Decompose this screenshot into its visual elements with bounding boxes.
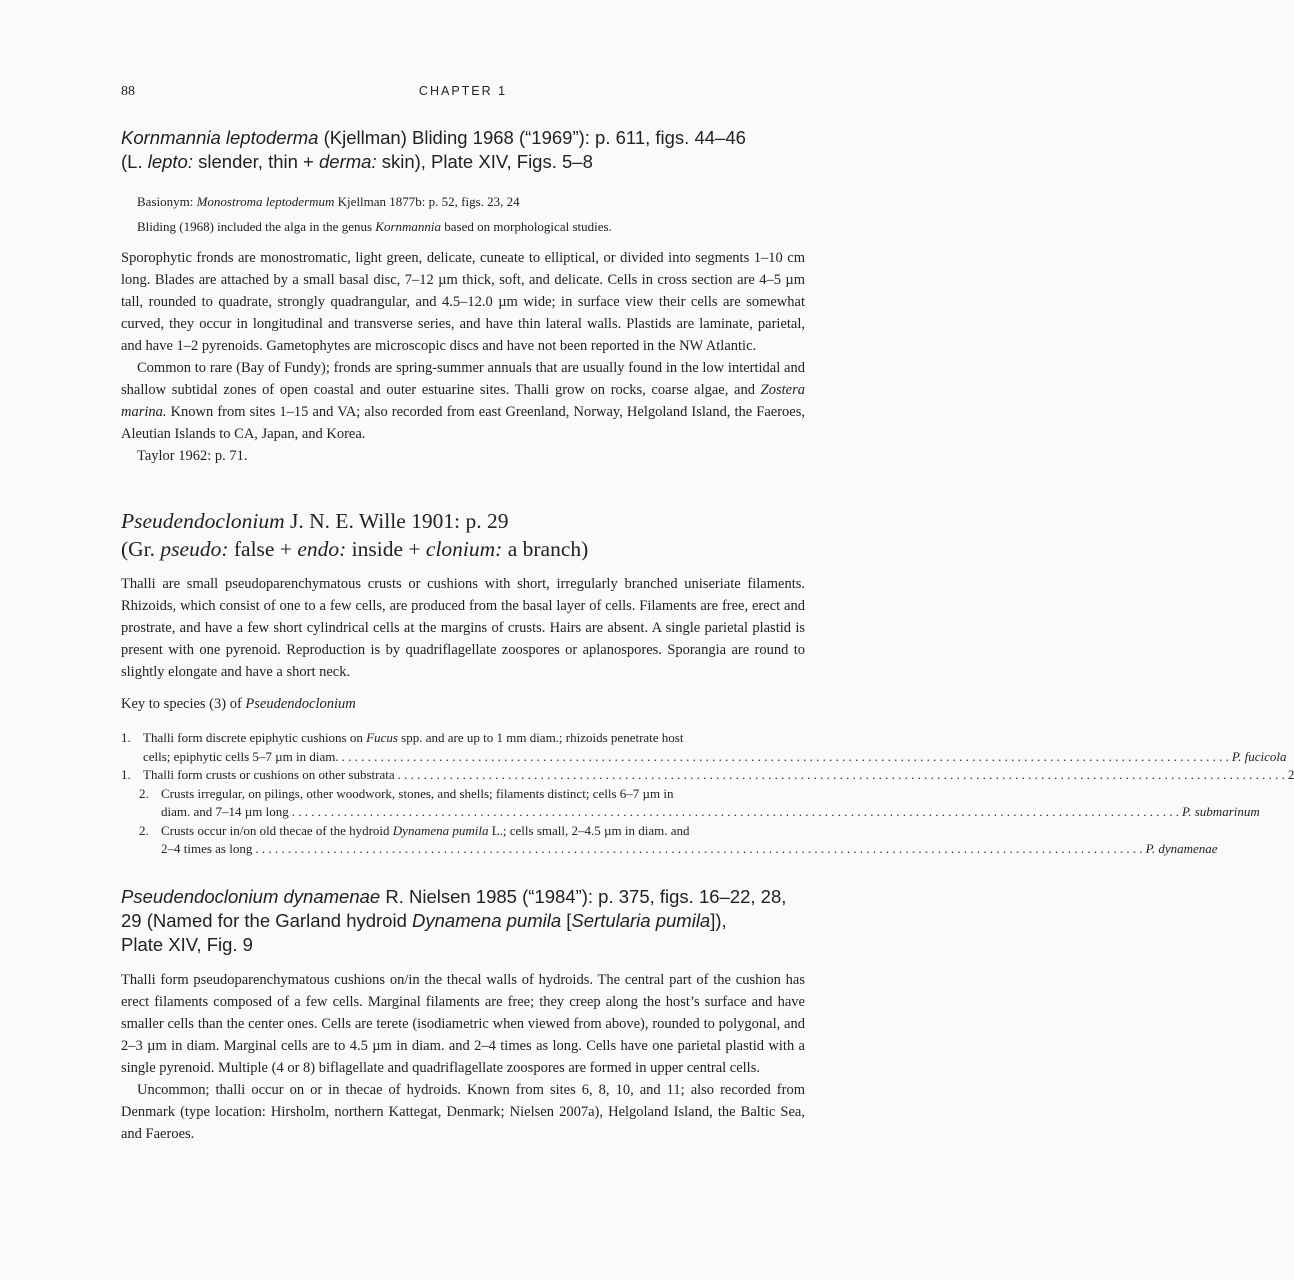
book-page [121, 84, 1294, 1145]
key-result: P. fucicola [1231, 748, 1287, 764]
title-text: (Gr. [121, 537, 161, 561]
key-result: P. dynamenae [1145, 841, 1218, 856]
page-number: 88 [121, 84, 135, 99]
species-title-kornmannia [121, 126, 805, 174]
leader-dots [398, 766, 1285, 785]
description-paragraph: Thalli form pseudoparenchymatous cushions on/in the thecal walls of hydroids. The central part of the cushion has erect filaments composed of a few cells. Marginal filaments are free; they creep along the host’s surface and have smaller cells than the center ones. Cells are terete (isodiametric when viewed from above), rounded to polygonal, and 2–3 µm in diam. Marginal cells are to 4.5 µm in diam. and 2–4 times as long. Cells have one parietal plastid with a single pyrenoid. Multiple (4 or 8) biflagellate and quadriflagellate zoospores are formed in upper central cells. [121, 971, 805, 1076]
key-item: 2. Crusts occur in/on old thecae of the hydroid Dynamena pumila L.; cells small, 2–4.5 µm in diam. and 2–4 times as long . . . P. dynamenae [121, 822, 805, 859]
distribution-paragraph: Common to rare (Bay of Fundy); fronds are spring-summer annuals that are usually found in the low intertidal and shallow subtidal zones of open coastal and outer estuarine sites. Thalli grow on rocks, coarse algae, and Zostera marina. Known from sites 1–15 and VA; also recorded from east Greenland, Norway, Helgoland Island, the Faeroes, Aleutian Islands to CA, Japan, and Korea. [121, 360, 805, 442]
key-result: P. submarinum [1181, 804, 1260, 819]
key-number: 1. [121, 730, 131, 745]
title-text: Plate XIV, Fig. 9 [121, 933, 253, 955]
leader-dots [292, 803, 1179, 822]
species-key [121, 729, 1294, 859]
reference-paragraph: Taylor 1962: p. 71. [137, 448, 248, 464]
title-text: R. Nielsen 1985 (“1984”): p. 375, figs. 16–22, 28, [380, 885, 787, 907]
title-text: slender, thin + [193, 151, 319, 172]
key-result: 2 [1287, 767, 1294, 782]
key-item: 1. Thalli form crusts or cushions on other substrata . . . 2 [121, 766, 805, 785]
title-host-name: Sertularia pumila [571, 909, 711, 931]
title-species-name: Kornmannia leptoderma [121, 127, 319, 148]
key-item: 1. Thalli form discrete epiphytic cushions on Fucus spp. and are up to 1 mm diam.; rhizoids penetrate host cells; epiphytic cells 5–7 µm in diam. . . . P. fucicola [121, 729, 805, 766]
leader-dots [255, 840, 1142, 859]
title-etym: clonium: [425, 537, 503, 561]
key-number: 2. [139, 822, 149, 838]
title-text: J. N. E. Wille 1901: p. 29 [284, 509, 509, 533]
title-genus-name: Pseudendoclonium [121, 509, 285, 533]
title-text: [ [561, 909, 572, 931]
title-text: a branch) [502, 537, 589, 561]
title-etym: lepto: [147, 151, 193, 172]
species-title-dynamenae [121, 885, 805, 957]
title-host-name: Dynamena pumila [412, 909, 562, 931]
leader-dots [342, 748, 1229, 767]
running-header [121, 84, 805, 104]
chapter-heading: CHAPTER 1 [418, 84, 508, 98]
key-number: 2. [139, 785, 149, 801]
taxonomy-note: Bliding (1968) included the alga in the genus Kornmannia based on morphological studies. [137, 219, 612, 234]
title-text: 29 (Named for the Garland hydroid [121, 909, 413, 931]
title-text: ]), [710, 909, 727, 931]
title-text: (Kjellman) Bliding 1968 (“1969”): p. 611, figs. 44–46 [318, 127, 746, 148]
title-text: (L. [121, 151, 148, 172]
key-number: 1. [121, 767, 131, 782]
genus-title-pseudendoclonium [121, 507, 805, 563]
description-paragraph: Sporophytic fronds are monostromatic, light green, delicate, cuneate to elliptical, or divided into segments 1–10 cm long. Blades are attached by a small basal disc, 7–12 µm thick, soft, and delicate. Cells in cross section are 4–5 µm tall, rounded to quadrate, strongly quadrangular, and 4.5–12.0 µm wide; in surface view their cells are somewhat curved, they occur in longitudinal and transverse series, and have thin lateral walls. Plastids are laminate, parietal, and have 1–2 pyrenoids. Gametophytes are microscopic discs and have not been reported in the NW Atlantic. [121, 250, 805, 354]
title-etym: pseudo: [160, 537, 229, 561]
key-heading: Key to species (3) of Pseudendoclonium [121, 696, 356, 712]
title-text: skin), Plate XIV, Figs. 5–8 [376, 151, 593, 172]
key-item: 2. Crusts irregular, on pilings, other woodwork, stones, and shells; filaments distinct; cells 6–7 µm in diam. and 7–14 µm long . . . P. submarinum [121, 785, 805, 822]
title-text: false + [228, 537, 298, 561]
distribution-paragraph: Uncommon; thalli occur on or in thecae of hydroids. Known from sites 6, 8, 10, and 11; also recorded from Denmark (type location: Hirsholm, northern Kattegat, Denmark; Nielsen 2007a), Helgoland Island, the Baltic Sea, and Faeroes. [121, 1081, 805, 1142]
title-text: inside + [346, 537, 426, 561]
title-etym: derma: [319, 151, 377, 172]
title-species-name: Pseudendoclonium dynamenae [121, 885, 381, 907]
basionym-line: Basionym: Monostroma leptodermum Kjellman 1877b: p. 52, figs. 23, 24 [137, 194, 520, 209]
title-etym: endo: [297, 537, 347, 561]
genus-description-paragraph: Thalli are small pseudoparenchymatous crusts or cushions with short, irregularly branched uniseriate filaments. Rhizoids, which consist of one to a few cells, are produced from the basal layer of cells. Filaments are free, erect and prostrate, and have a few short cylindrical cells at the margins of crusts. Hairs are absent. A single parietal plastid is present with one pyrenoid. Reproduction is by quadriflagellate zoospores or aplanospores. Sporangia are round to slightly elongate and have a short neck. [121, 576, 805, 680]
